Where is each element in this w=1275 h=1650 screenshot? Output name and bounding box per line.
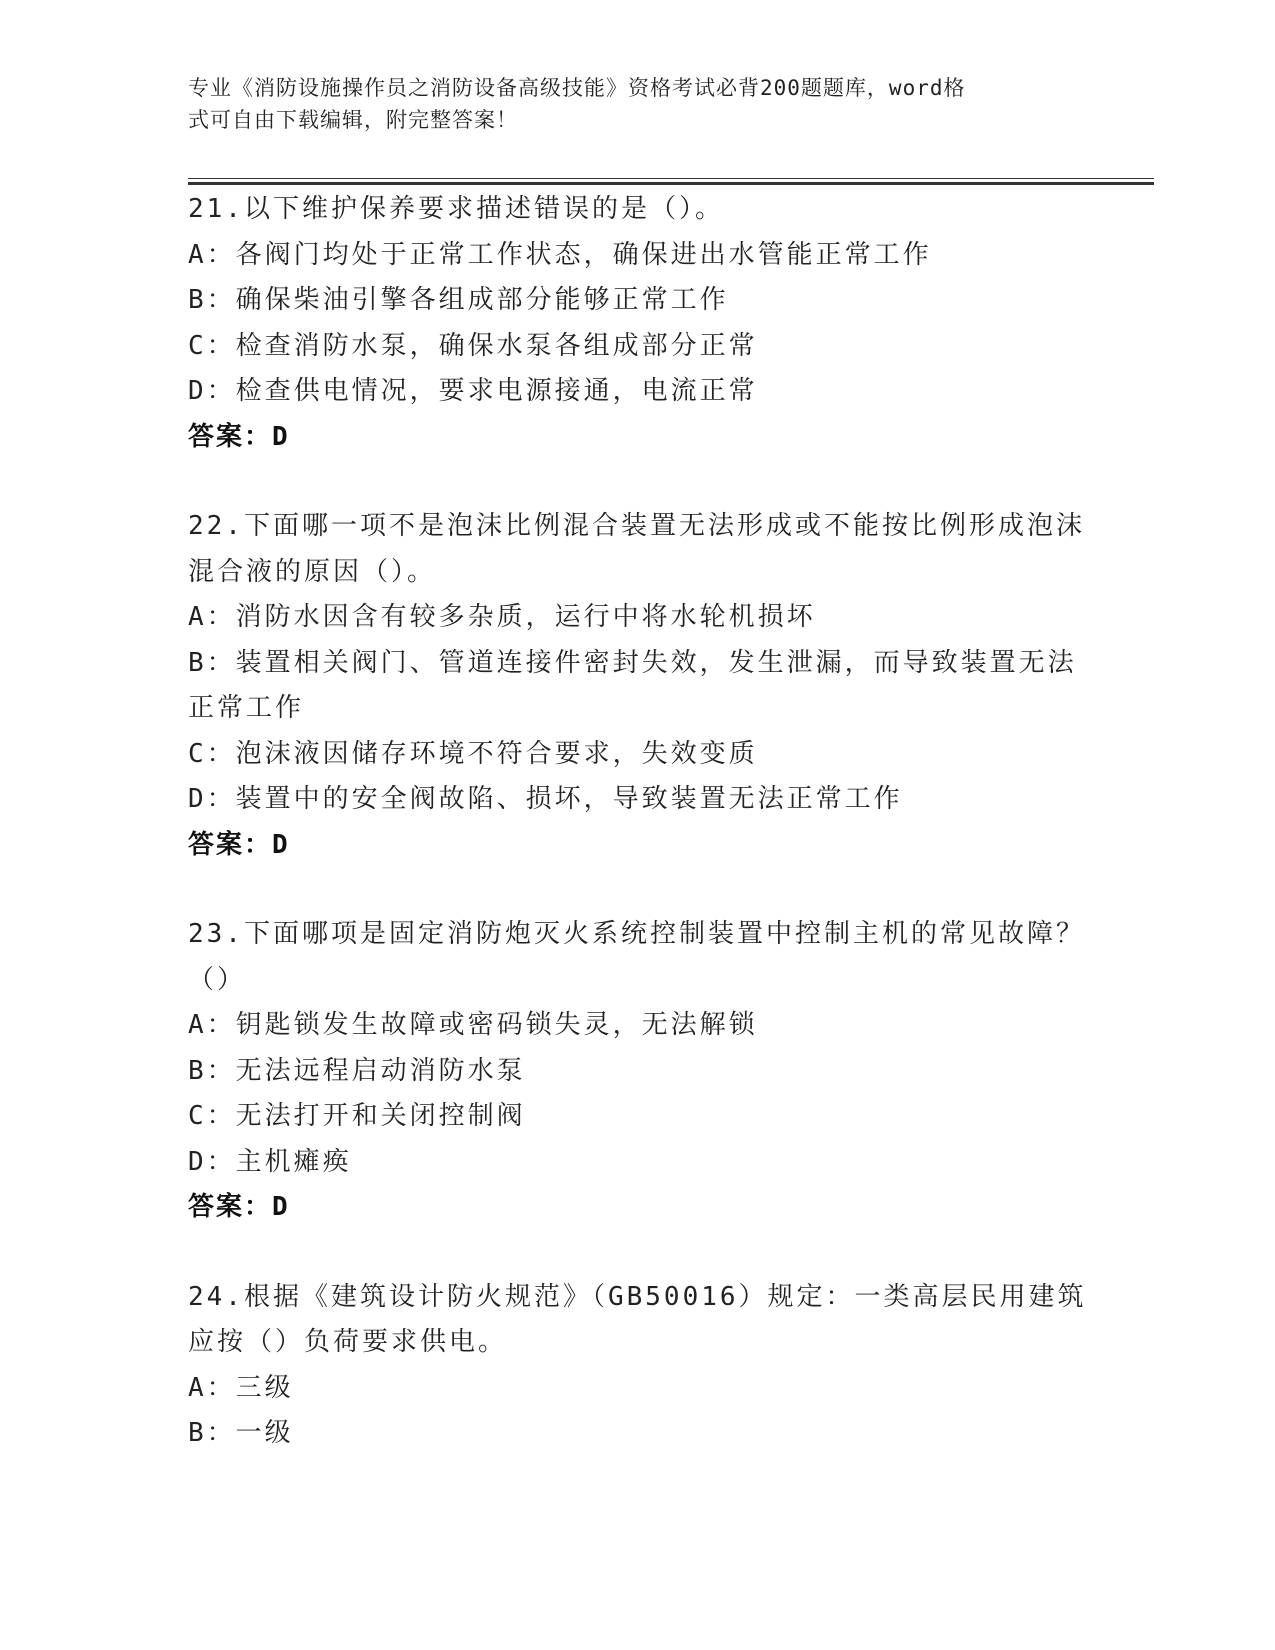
question-stem: 24.根据《建筑设计防火规范》（GB50016）规定：一类高层民用建筑 [188,1281,1087,1312]
question-22 [188,504,1088,868]
question-stem-continued: 应按（）负荷要求供电。 [188,1327,508,1357]
question-21 [188,187,1088,460]
document-header [188,72,1068,136]
option-a: A：钥匙锁发生故障或密码锁失灵，无法解锁 [188,1010,758,1040]
option-b: B：确保柴油引擎各组成部分能够正常工作 [188,285,729,315]
question-stem: 22.下面哪一项不是泡沫比例混合装置无法形成或不能按比例形成泡沫 [188,511,1085,541]
question-stem-continued: （） [188,964,247,995]
option-a: A：各阀门均处于正常工作状态，确保进出水管能正常工作 [188,239,932,270]
header-divider-thin [188,178,1154,179]
option-b-continued: 正常工作 [188,693,305,723]
option-b: B：一级 [188,1418,294,1448]
question-stem: 21.以下维护保养要求描述错误的是（）。 [188,194,724,224]
option-c: C：无法打开和关闭控制阀 [188,1101,526,1131]
option-b: B：装置相关阀门、管道连接件密封失效，发生泄漏，而导致装置无法 [188,647,1077,678]
answer-label: 答案：D [188,1192,290,1222]
question-stem: 23.下面哪项是固定消防炮灭火系统控制装置中控制主机的常见故障？ [188,919,1085,949]
option-d: D：主机瘫痪 [188,1146,352,1177]
option-c: C：泡沫液因储存环境不符合要求，失效变质 [188,738,758,769]
option-a: A：三级 [188,1372,294,1403]
option-b: B：无法远程启动消防水泵 [188,1055,526,1086]
answer-label: 答案：D [188,829,290,860]
option-c: C：检查消防水泵，确保水泵各组成部分正常 [188,330,758,361]
option-d: D：装置中的安全阀故陷、损坏，导致装置无法正常工作 [188,784,903,814]
option-d: D：检查供电情况，要求电源接通，电流正常 [188,376,758,406]
question-23 [188,912,1088,1231]
question-24 [188,1275,1088,1457]
header-line-1: 专业《消防设施操作员之消防设备高级技能》资格考试必背200题题库，word格 [188,76,966,100]
option-a: A：消防水因含有较多杂质，运行中将水轮机损坏 [188,602,816,632]
answer-label: 答案：D [188,421,290,452]
question-stem-continued: 混合液的原因（）。 [188,556,437,587]
header-line-2: 式可自由下载编辑，附完整答案！ [188,108,518,132]
header-divider-thick [188,182,1154,185]
question-list [188,187,1088,1501]
